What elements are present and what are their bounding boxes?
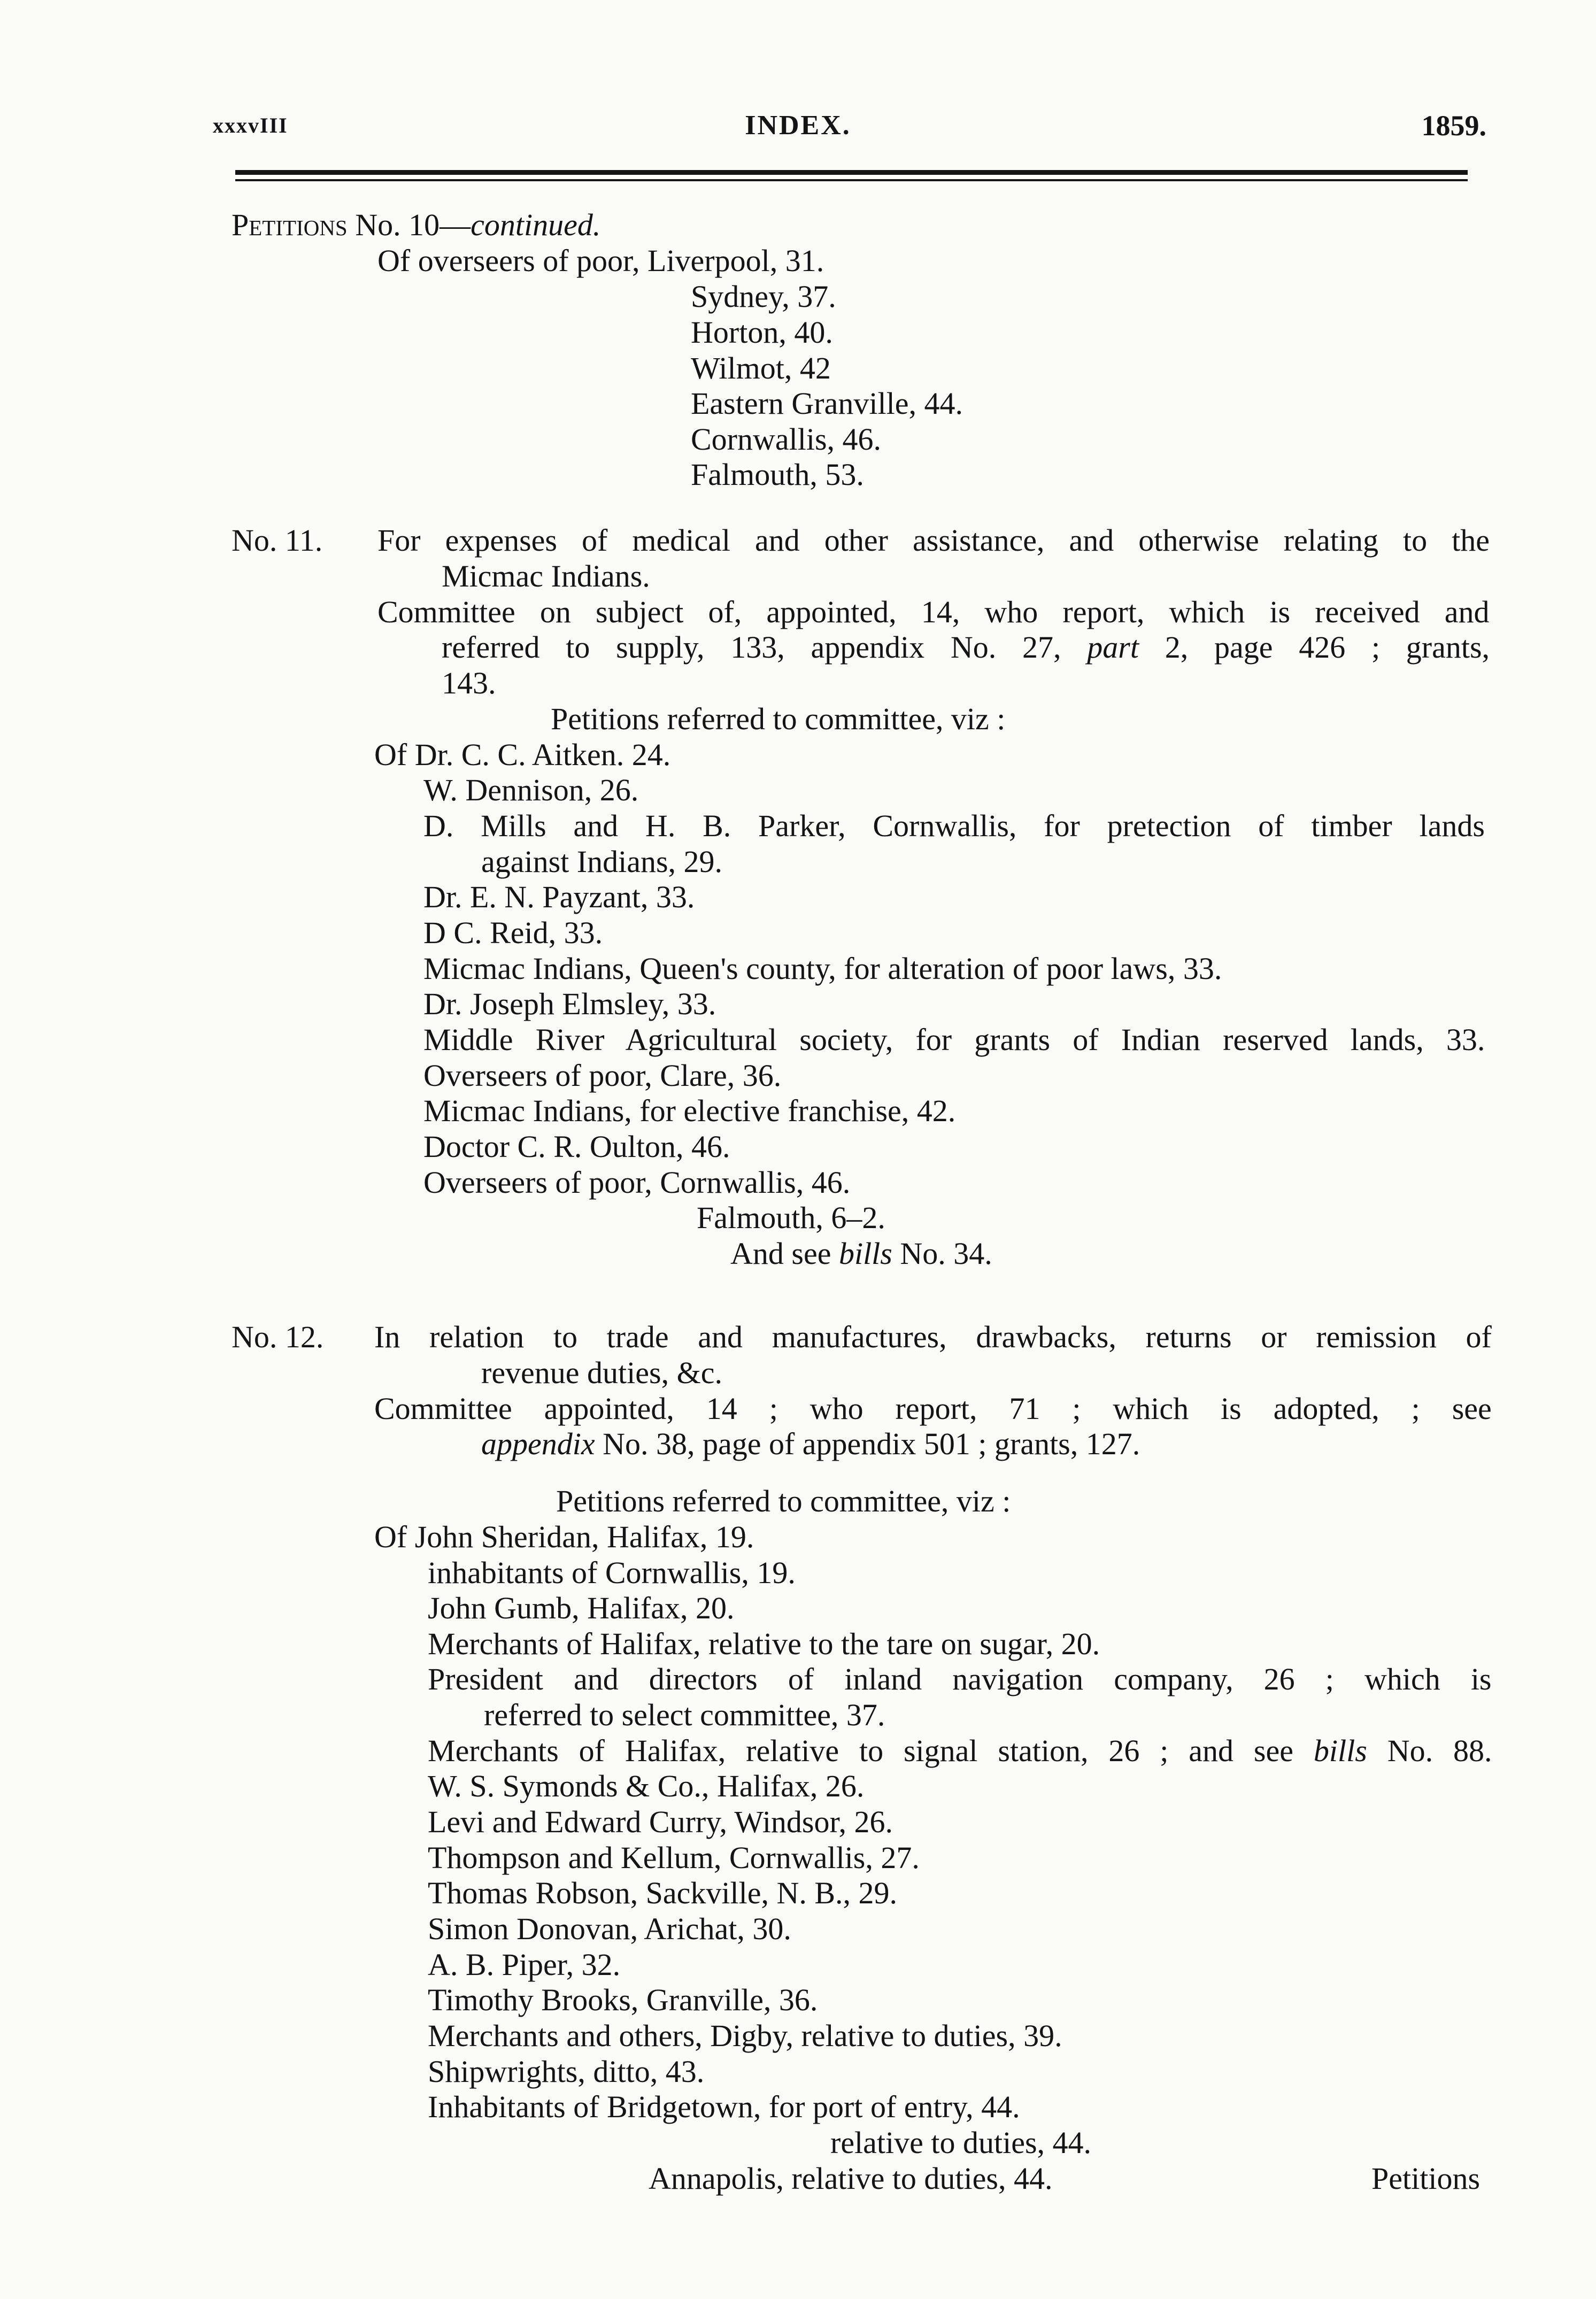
index-line: Falmouth, 6–2. (697, 1200, 885, 1235)
index-line: referred to supply, 133, appendix No. 27, part 2, page 426 ; grants, (442, 630, 1490, 665)
index-line: against Indians, 29. (481, 844, 723, 879)
index-line: Micmac Indians, Queen's county, for alteration of poor laws, 33. (423, 951, 1222, 986)
index-line: Doctor C. R. Oulton, 46. (423, 1129, 730, 1164)
running-title: INDEX. (745, 110, 851, 141)
index-line: Thompson and Kellum, Cornwallis, 27. (428, 1840, 920, 1875)
index-line: Of John Sheridan, Halifax, 19. (374, 1519, 754, 1554)
index-line: referred to select committee, 37. (484, 1698, 885, 1732)
index-line: In relation to trade and manufactures, drawbacks, returns or remission of (374, 1320, 1492, 1354)
index-line: Shipwrights, ditto, 43. (428, 2054, 705, 2089)
index-line: W. S. Symonds & Co., Halifax, 26. (428, 1769, 865, 1803)
catchword: Petitions (1371, 2161, 1481, 2196)
index-line: Of overseers of poor, Liverpool, 31. (377, 243, 824, 278)
index-line: Falmouth, 53. (691, 457, 864, 492)
index-line: Micmac Indians, for elective franchise, 42. (423, 1093, 956, 1128)
index-line: Committee appointed, 14 ; who report, 71 ; which is adopted, ; see (374, 1391, 1492, 1426)
index-line: Eastern Granville, 44. (691, 386, 963, 421)
year: 1859. (1421, 110, 1486, 142)
index-line: relative to duties, 44. (830, 2125, 1092, 2160)
index-line: A. B. Piper, 32. (428, 1947, 621, 1982)
index-line: Micmac Indians. (442, 559, 650, 593)
index-line: Wilmot, 42 (691, 351, 831, 385)
index-line: Cornwallis, 46. (691, 422, 882, 457)
index-line: Dr. Joseph Elmsley, 33. (423, 986, 716, 1021)
index-line: Middle River Agricultural society, for grants of Indian reserved lands, 33. (423, 1022, 1485, 1057)
index-line: Dr. E. N. Payzant, 33. (423, 880, 695, 914)
index-line: Merchants of Halifax, relative to signal station, 26 ; and see bills No. 88. (428, 1733, 1492, 1768)
index-line: Horton, 40. (691, 315, 833, 350)
index-line: Inhabitants of Bridgetown, for port of entry, 44. (428, 2089, 1020, 2124)
index-line: Of Dr. C. C. Aitken. 24. (374, 737, 671, 772)
index-line: Timothy Brooks, Granville, 36. (428, 1982, 818, 2017)
index-line: No. 12. (232, 1320, 324, 1354)
index-line: appendix No. 38, page of appendix 501 ; grants, 127. (481, 1426, 1140, 1461)
index-line: Merchants of Halifax, relative to the tare on sugar, 20. (428, 1626, 1100, 1661)
index-line: Annapolis, relative to duties, 44. (649, 2161, 1053, 2196)
index-line: President and directors of inland navigation company, 26 ; which is (428, 1662, 1492, 1696)
index-line: And see bills No. 34. (730, 1236, 992, 1271)
page-number-roman: xxxvIII (213, 113, 288, 137)
header-rule-thin (235, 179, 1468, 181)
index-line: John Gumb, Halifax, 20. (428, 1591, 735, 1625)
index-line: Levi and Edward Curry, Windsor, 26. (428, 1804, 893, 1839)
index-line: Merchants and others, Digby, relative to duties, 39. (428, 2018, 1062, 2053)
index-line: No. 11. (232, 523, 323, 558)
index-line: Petitions No. 10—continued. (232, 207, 601, 242)
index-line: Petitions referred to committee, viz : (556, 1484, 1011, 1518)
index-line: For expenses of medical and other assistance, and otherwise relating to the (377, 523, 1490, 558)
index-line: Committee on subject of, appointed, 14, who report, which is received and (377, 595, 1490, 629)
index-line: Overseers of poor, Clare, 36. (423, 1058, 782, 1093)
index-line: Simon Donovan, Arichat, 30. (428, 1911, 791, 1946)
index-line: 143. (442, 666, 496, 700)
index-line: Sydney, 37. (691, 279, 836, 314)
index-line: Overseers of poor, Cornwallis, 46. (423, 1165, 851, 1200)
index-line: Petitions referred to committee, viz : (551, 701, 1006, 736)
index-line: D C. Reid, 33. (423, 915, 603, 950)
index-line: inhabitants of Cornwallis, 19. (428, 1555, 796, 1590)
index-line: Thomas Robson, Sackville, N. B., 29. (428, 1876, 898, 1910)
index-line: W. Dennison, 26. (423, 773, 639, 807)
header-rule-thick (235, 170, 1468, 175)
index-line: revenue duties, &c. (481, 1355, 722, 1390)
index-line: D. Mills and H. B. Parker, Cornwallis, for pretection of timber lands (423, 808, 1485, 843)
